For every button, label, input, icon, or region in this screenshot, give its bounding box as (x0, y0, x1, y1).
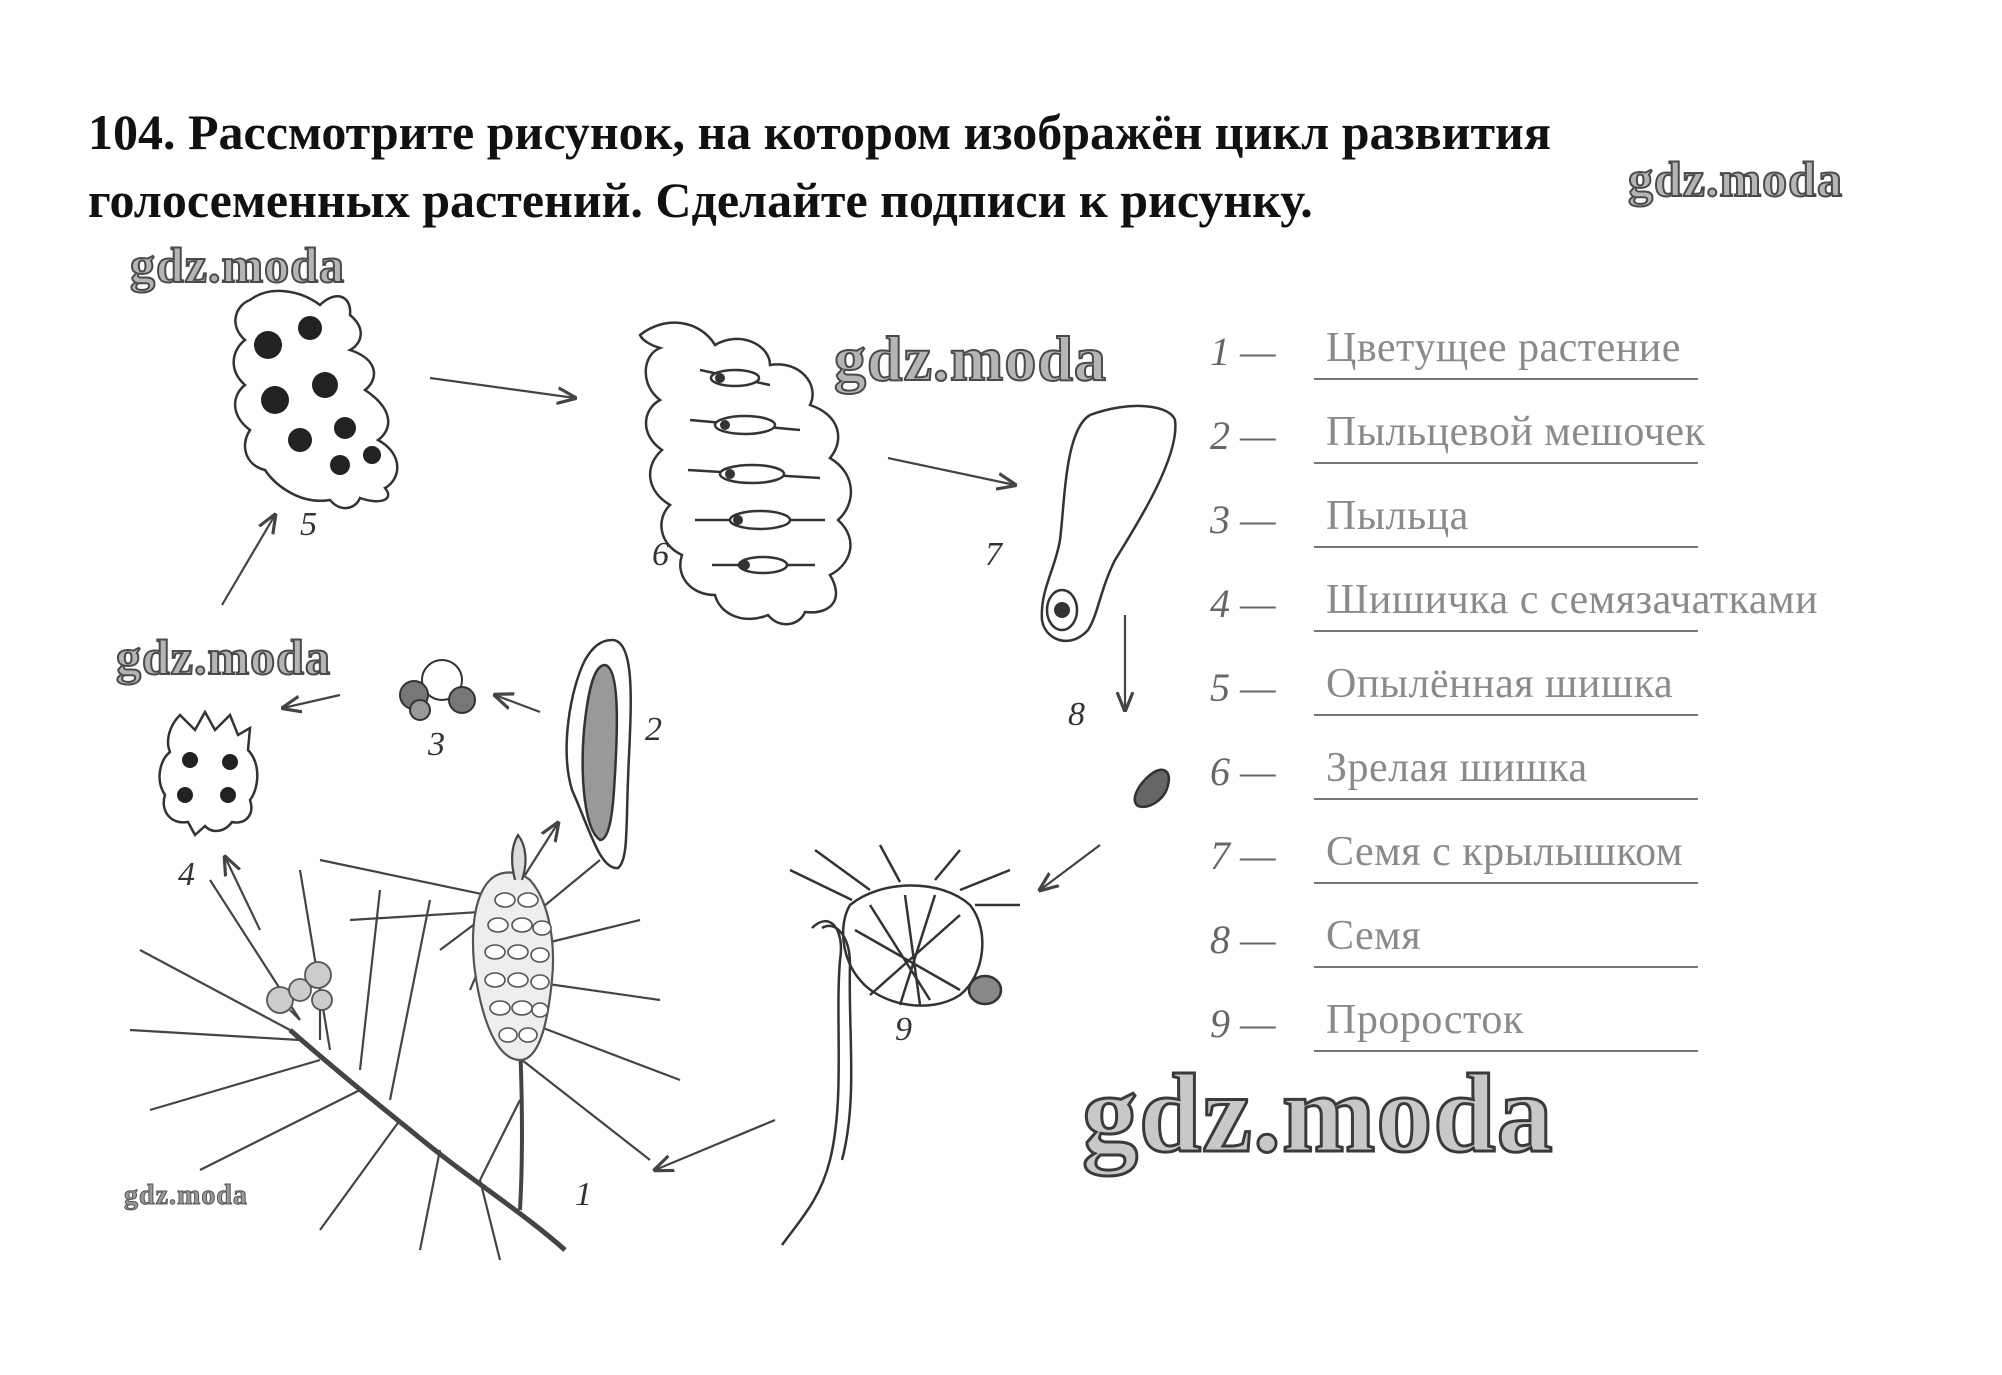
winged-seed-illustration (1042, 406, 1176, 641)
legend-answer: Пыльца (1326, 493, 1469, 539)
answer-underline (1314, 462, 1698, 464)
pollen-grains-illustration (400, 660, 475, 720)
legend-number: 6 — (1210, 749, 1276, 794)
mature-cone-illustration (640, 323, 851, 625)
figure-number-7: 7 (985, 536, 1002, 573)
figure-number-3: 3 (428, 726, 445, 763)
figure-number-6: 6 (652, 536, 669, 573)
arrow-8-to-9 (1040, 845, 1100, 890)
figure-number-8: 8 (1068, 696, 1085, 733)
figure-number-2: 2 (645, 711, 662, 748)
legend-row-5 (1200, 656, 1960, 740)
watermark: gdz.moda (130, 237, 345, 293)
legend-number: 1 — (1210, 329, 1276, 374)
arrow-1-to-2 (525, 823, 558, 875)
arrow-2-to-3 (495, 695, 540, 712)
legend-number: 7 — (1210, 833, 1276, 878)
legend-answer: Семя (1326, 913, 1422, 959)
figure-number-5: 5 (300, 506, 317, 543)
arrow-5-to-6 (430, 378, 575, 398)
figure-numbers (178, 506, 1085, 1213)
legend-answer: Пыльцевой мешочек (1326, 409, 1706, 455)
legend-row-3 (1200, 488, 1960, 572)
ovule-cone-illustration (160, 712, 258, 835)
legend-row-4 (1200, 572, 1960, 656)
arrow-1-to-4 (225, 857, 260, 930)
answer-underline (1314, 378, 1698, 380)
watermark: gdz.moda (116, 629, 331, 685)
legend-answer: Цветущее растение (1326, 325, 1681, 371)
legend-number: 2 — (1210, 413, 1276, 458)
seed-illustration (1135, 770, 1169, 807)
answer-underline (1314, 882, 1698, 884)
watermark: gdz.moda (1082, 1052, 1554, 1176)
legend-number: 3 — (1210, 497, 1276, 542)
legend-answer: Зрелая шишка (1326, 745, 1588, 791)
legend-row-2 (1200, 404, 1960, 488)
answer-underline (1314, 630, 1698, 632)
task-title-line-1: 104. Рассмотрите рисунок, на котором изображён цикл развития (88, 104, 1551, 160)
watermark: gdz.moda (1628, 151, 1843, 207)
task-title-line-2: голосеменных растений. Сделайте подписи к рисунку. (88, 172, 1313, 228)
legend-answer: Опылённая шишка (1326, 661, 1674, 707)
legend-row-8 (1200, 908, 1960, 992)
legend-row-6 (1200, 740, 1960, 824)
figure-number-1: 1 (575, 1176, 592, 1213)
arrow-3-to-4 (283, 695, 340, 708)
pollinated-cone-illustration (234, 291, 398, 508)
arrow-4-to-5 (222, 515, 275, 605)
legend-answer: Проросток (1326, 997, 1524, 1043)
legend-number: 4 — (1210, 581, 1276, 626)
figure-number-4: 4 (178, 856, 195, 893)
legend-row-1 (1200, 320, 1960, 404)
answer-underline (1314, 798, 1698, 800)
watermark: gdz.moda (834, 323, 1107, 394)
legend-number: 8 — (1210, 917, 1276, 962)
pollen-sac-illustration (567, 640, 631, 868)
answer-underline (1314, 546, 1698, 548)
legend-answer: Шишичка с семязачатками (1326, 577, 1819, 623)
legend-number: 5 — (1210, 665, 1276, 710)
arrow-6-to-7 (888, 458, 1015, 485)
answer-underline (1314, 966, 1698, 968)
legend-answer: Семя с крылышком (1326, 829, 1683, 875)
answer-underline (1314, 714, 1698, 716)
legend-number: 9 — (1210, 1001, 1276, 1046)
watermark: gdz.moda (124, 1180, 248, 1211)
figure-number-9: 9 (895, 1011, 912, 1048)
cycle-arrows (222, 378, 1125, 1170)
legend-row-7 (1200, 824, 1960, 908)
arrow-9-to-1 (655, 1120, 775, 1170)
